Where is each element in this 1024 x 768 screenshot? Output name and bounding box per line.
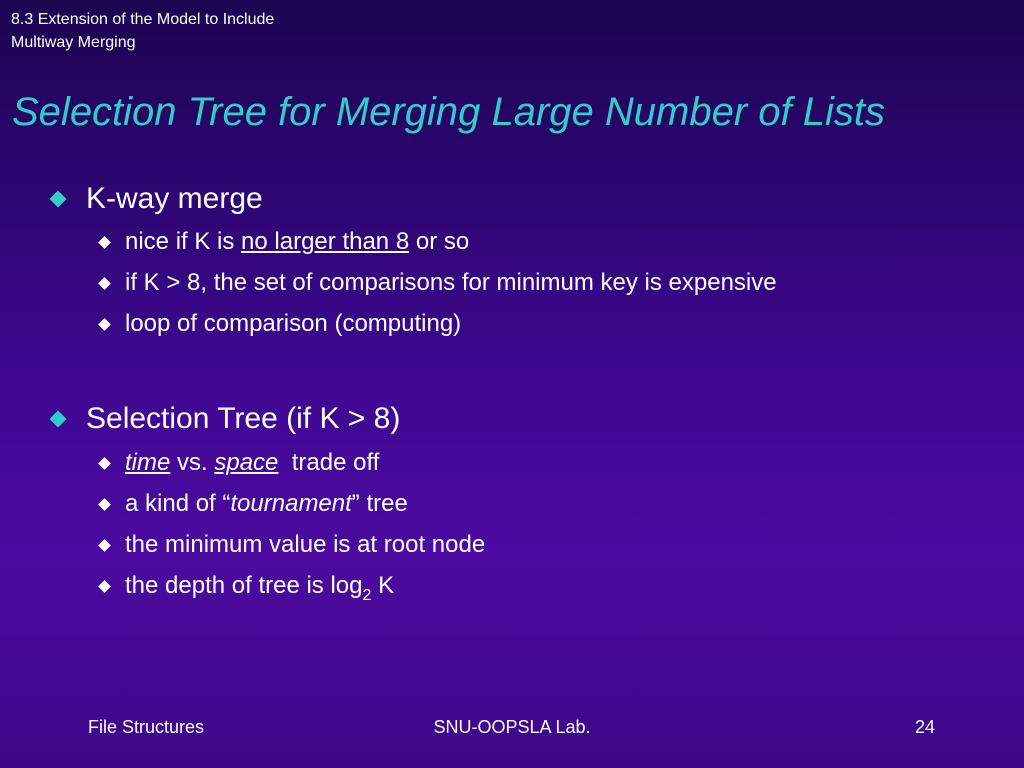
text-part: vs. [170,449,215,476]
text-part: the depth of tree is log [125,572,363,599]
text-part: or so [409,228,470,255]
diamond-bullet-icon [98,318,111,331]
sub-bullet-tournament [97,489,408,519]
sub-bullet-text: loop of comparison (computing) [125,310,462,337]
sub-bullet-text: if K > 8, the set of comparisons for minimum key is expensive [125,269,777,296]
section-header-line2: Multiway Merging [11,34,136,51]
diamond-bullet-icon [98,457,111,470]
diamond-bullet-icon [98,539,111,552]
bullet-kway-merge [48,179,263,219]
section-header [11,8,274,54]
sub-bullet-comparisons [97,268,777,298]
sub-bullet-depth [97,571,395,604]
sub-bullet-time-space [97,448,379,478]
footer-lab: SNU-OOPSLA Lab. [433,717,591,737]
underlined-italic-text: space [214,449,279,476]
diamond-bullet-icon [50,411,67,428]
sub-bullet-minimum-root [97,530,485,560]
slide-title: Selection Tree for Merging Large Number of Lists [12,90,885,134]
sub-bullet-nice-if [97,227,469,257]
sub-bullet-text [125,449,379,477]
diamond-bullet-icon [98,277,111,290]
bullet-selection-tree [48,399,400,439]
italic-text: tournament [230,490,352,517]
bullet-text: Selection Tree (if K > 8) [86,402,401,435]
bullet-text: K-way merge [86,182,263,215]
section-header-line1: 8.3 Extension of the Model to Include [11,11,275,28]
sub-bullet-text [125,490,408,518]
sub-bullet-text [125,572,395,604]
text-part: trade off [278,449,380,476]
text-part: a kind of “ [125,490,231,517]
underlined-text: no larger than 8 [241,228,410,255]
diamond-bullet-icon [98,498,111,511]
text-part: K [371,572,395,599]
diamond-bullet-icon [98,580,111,593]
underlined-italic-text: time [125,449,171,476]
sub-bullet-text: the minimum value is at root node [125,531,486,558]
text-part: nice if K is [125,228,242,255]
footer-page-number: 24 [915,717,936,737]
sub-bullet-text [125,228,469,256]
footer-course: File Structures [88,717,205,737]
diamond-bullet-icon [98,236,111,249]
subscript-text: 2 [362,587,372,604]
diamond-bullet-icon [50,191,67,208]
sub-bullet-loop [97,309,461,339]
text-part: ” tree [351,490,408,517]
